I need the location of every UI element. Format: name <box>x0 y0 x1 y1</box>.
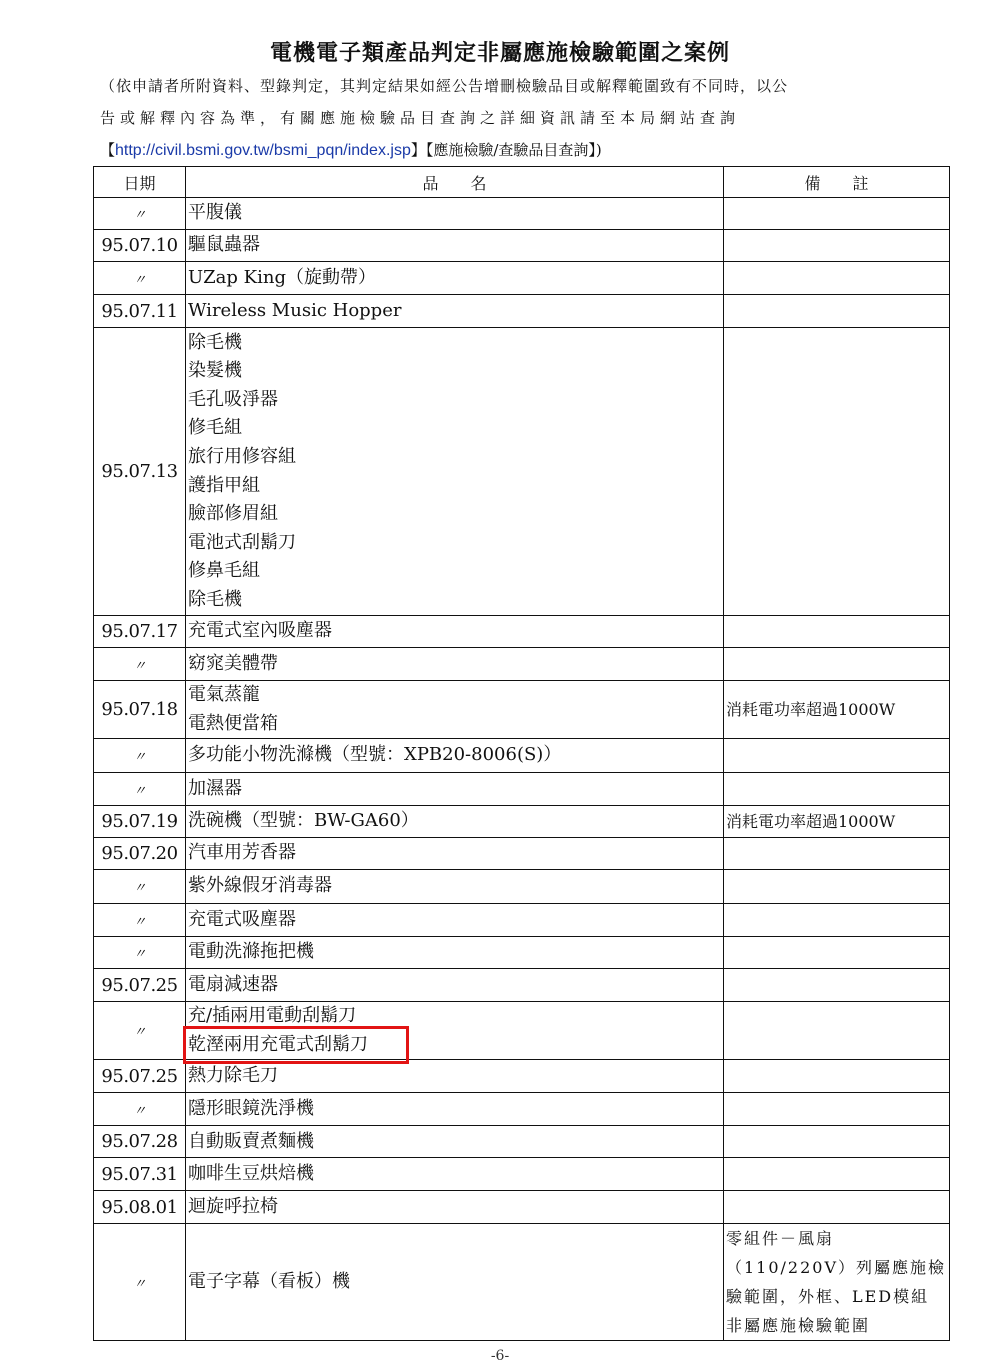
row-remark <box>724 328 950 616</box>
table-row <box>94 1093 950 1126</box>
product-name: 修鼻毛組 <box>188 560 260 582</box>
header-remark: 備 註 <box>724 167 950 198</box>
row-product-names <box>186 262 724 295</box>
row-product-names <box>186 1191 724 1224</box>
row-product-names <box>186 295 724 328</box>
row-product-names <box>186 739 724 773</box>
row-date: 95.07.20 <box>94 838 186 870</box>
row-product-names <box>186 806 724 838</box>
row-date: 95.07.25 <box>94 969 186 1002</box>
table-row <box>94 739 950 773</box>
table-row <box>94 230 950 262</box>
table-row <box>94 838 950 870</box>
row-remark <box>724 1126 950 1158</box>
row-date: 〃 <box>94 739 186 773</box>
row-product-names <box>186 937 724 969</box>
table-row <box>94 969 950 1002</box>
product-name: Wireless Music Hopper <box>188 299 402 321</box>
product-name: UZap King（旋動帶） <box>188 266 376 288</box>
header-name: 品 名 <box>186 167 724 198</box>
row-date: 95.07.28 <box>94 1126 186 1158</box>
product-name: 臉部修眉組 <box>188 503 278 525</box>
row-remark: 消耗電功率超過1000W <box>724 681 950 739</box>
table-row <box>94 328 950 616</box>
product-name: 電氣蒸籠 <box>188 684 260 705</box>
row-product-names <box>186 904 724 937</box>
product-name: 電子字幕（看板）機 <box>188 1271 350 1293</box>
row-product-names <box>186 328 724 616</box>
row-date: 〃 <box>94 1093 186 1126</box>
product-name: 隱形眼鏡洗淨機 <box>188 1098 314 1120</box>
product-name: 電動洗滌拖把機 <box>188 941 314 963</box>
row-date: 〃 <box>94 1002 186 1060</box>
table-row <box>94 1191 950 1224</box>
row-product-names <box>186 1158 724 1191</box>
highlighted-product-name: 乾溼兩用充電式刮鬍刀 <box>188 1031 404 1060</box>
note-bracket-close: 】【應施檢驗/查驗品目查詢】) <box>410 141 602 159</box>
table-row <box>94 904 950 937</box>
table-row <box>94 295 950 328</box>
product-name: 多功能小物洗滌機（型號：XPB20-8006(S)） <box>188 744 562 766</box>
row-product-names <box>186 1224 724 1341</box>
row-date: 95.07.10 <box>94 230 186 262</box>
row-product-names <box>186 681 724 739</box>
row-date: 〃 <box>94 262 186 295</box>
product-name: 旅行用修容組 <box>188 445 296 467</box>
row-remark: 零組件－風扇（110/220V）列屬應施檢驗範圍，外框、LED模組非屬應施檢驗範圍 <box>724 1224 950 1341</box>
note-line-2: 告或解釋內容為準，有關應施檢驗品目查詢之詳細資訊請至本局網站查詢 <box>100 109 741 127</box>
row-product-names <box>186 1126 724 1158</box>
product-name: 紫外線假牙消毒器 <box>188 875 332 897</box>
bsmi-link[interactable]: http://civil.bsmi.gov.tw/bsmi_pqn/index.jsp <box>115 142 411 159</box>
row-remark <box>724 198 950 230</box>
row-product-names <box>186 870 724 904</box>
table-row <box>94 1060 950 1093</box>
row-date: 95.07.17 <box>94 616 186 648</box>
row-date: 〃 <box>94 937 186 969</box>
row-product-names <box>186 969 724 1002</box>
product-name: 自動販賣煮麵機 <box>188 1130 314 1152</box>
product-name: 汽車用芳香器 <box>188 842 296 864</box>
row-date: 〃 <box>94 198 186 230</box>
product-name: 毛孔吸淨器 <box>188 388 278 410</box>
product-name: 染髮機 <box>188 360 242 382</box>
product-name: 充電式室內吸塵器 <box>188 620 332 642</box>
table-row <box>94 937 950 969</box>
row-date: 95.07.25 <box>94 1060 186 1093</box>
product-name: 洗碗機（型號：BW-GA60） <box>188 810 419 832</box>
row-product-names <box>186 198 724 230</box>
table-body <box>94 198 950 1341</box>
row-remark <box>724 1093 950 1126</box>
row-remark <box>724 739 950 773</box>
table-row <box>94 870 950 904</box>
product-name: 充電式吸塵器 <box>188 908 296 930</box>
page-title: 電機電子類產品判定非屬應施檢驗範圍之案例 <box>269 40 730 66</box>
product-name: 除毛機 <box>188 331 242 353</box>
table-row <box>94 1002 950 1060</box>
row-date: 95.07.31 <box>94 1158 186 1191</box>
product-name: 窈窕美體帶 <box>188 652 278 674</box>
row-date: 95.08.01 <box>94 1191 186 1224</box>
page-number: -6- <box>490 1348 510 1364</box>
row-date: 95.07.13 <box>94 328 186 616</box>
table-row <box>94 1158 950 1191</box>
note-bracket-open: 【 <box>100 141 116 159</box>
product-name: 護指甲組 <box>188 474 260 496</box>
product-name: 熱力除毛刀 <box>188 1065 278 1087</box>
product-name: 除毛機 <box>188 588 242 610</box>
row-date: 95.07.11 <box>94 295 186 328</box>
row-remark <box>724 937 950 969</box>
row-product-names <box>186 1002 724 1060</box>
row-product-names <box>186 616 724 648</box>
product-name: 電熱便當箱 <box>188 712 278 734</box>
table-header-row <box>94 167 950 198</box>
row-remark <box>724 969 950 1002</box>
note-line-1: （依申請者所附資料、型錄判定，其判定結果如經公告增刪檢驗品目或解釋範圍致有不同時，以公 <box>100 77 789 95</box>
row-remark <box>724 648 950 681</box>
product-name: 驅鼠蟲器 <box>188 234 260 256</box>
table-row <box>94 1126 950 1158</box>
row-remark <box>724 1191 950 1224</box>
row-remark <box>724 870 950 904</box>
row-product-names <box>186 1093 724 1126</box>
row-date: 〃 <box>94 870 186 904</box>
product-name: 電扇減速器 <box>188 973 278 995</box>
row-date: 〃 <box>94 773 186 806</box>
row-remark <box>724 1060 950 1093</box>
row-date: 〃 <box>94 648 186 681</box>
row-date: 95.07.18 <box>94 681 186 739</box>
product-name: 迴旋呼拉椅 <box>188 1196 278 1218</box>
row-remark <box>724 616 950 648</box>
row-remark: 消耗電功率超過1000W <box>724 806 950 838</box>
product-name: 電池式刮鬍刀 <box>188 531 296 553</box>
row-remark <box>724 262 950 295</box>
product-name: 平腹儀 <box>188 202 242 224</box>
table-row <box>94 681 950 739</box>
row-date: 〃 <box>94 904 186 937</box>
cases-table <box>93 166 950 1341</box>
row-product-names <box>186 838 724 870</box>
table-row <box>94 773 950 806</box>
table-row <box>94 262 950 295</box>
row-date: 〃 <box>94 1224 186 1341</box>
row-remark <box>724 1158 950 1191</box>
row-remark <box>724 773 950 806</box>
row-date: 95.07.19 <box>94 806 186 838</box>
header-date: 日期 <box>94 167 186 198</box>
row-remark <box>724 295 950 328</box>
product-name: 加濕器 <box>188 777 242 799</box>
table-row <box>94 616 950 648</box>
table-row <box>94 1224 950 1341</box>
table-row <box>94 198 950 230</box>
table-row <box>94 648 950 681</box>
row-product-names <box>186 648 724 681</box>
row-remark <box>724 838 950 870</box>
row-product-names <box>186 1060 724 1093</box>
note-line-3 <box>100 134 950 167</box>
product-name: 修毛組 <box>188 417 242 439</box>
row-remark <box>724 1002 950 1060</box>
row-product-names <box>186 230 724 262</box>
product-name <box>188 1031 721 1060</box>
row-remark <box>724 230 950 262</box>
row-remark <box>724 904 950 937</box>
product-name: 充/插兩用電動刮鬍刀 <box>188 1005 357 1027</box>
row-product-names <box>186 773 724 806</box>
table-row <box>94 806 950 838</box>
product-name: 咖啡生豆烘焙機 <box>188 1163 314 1185</box>
